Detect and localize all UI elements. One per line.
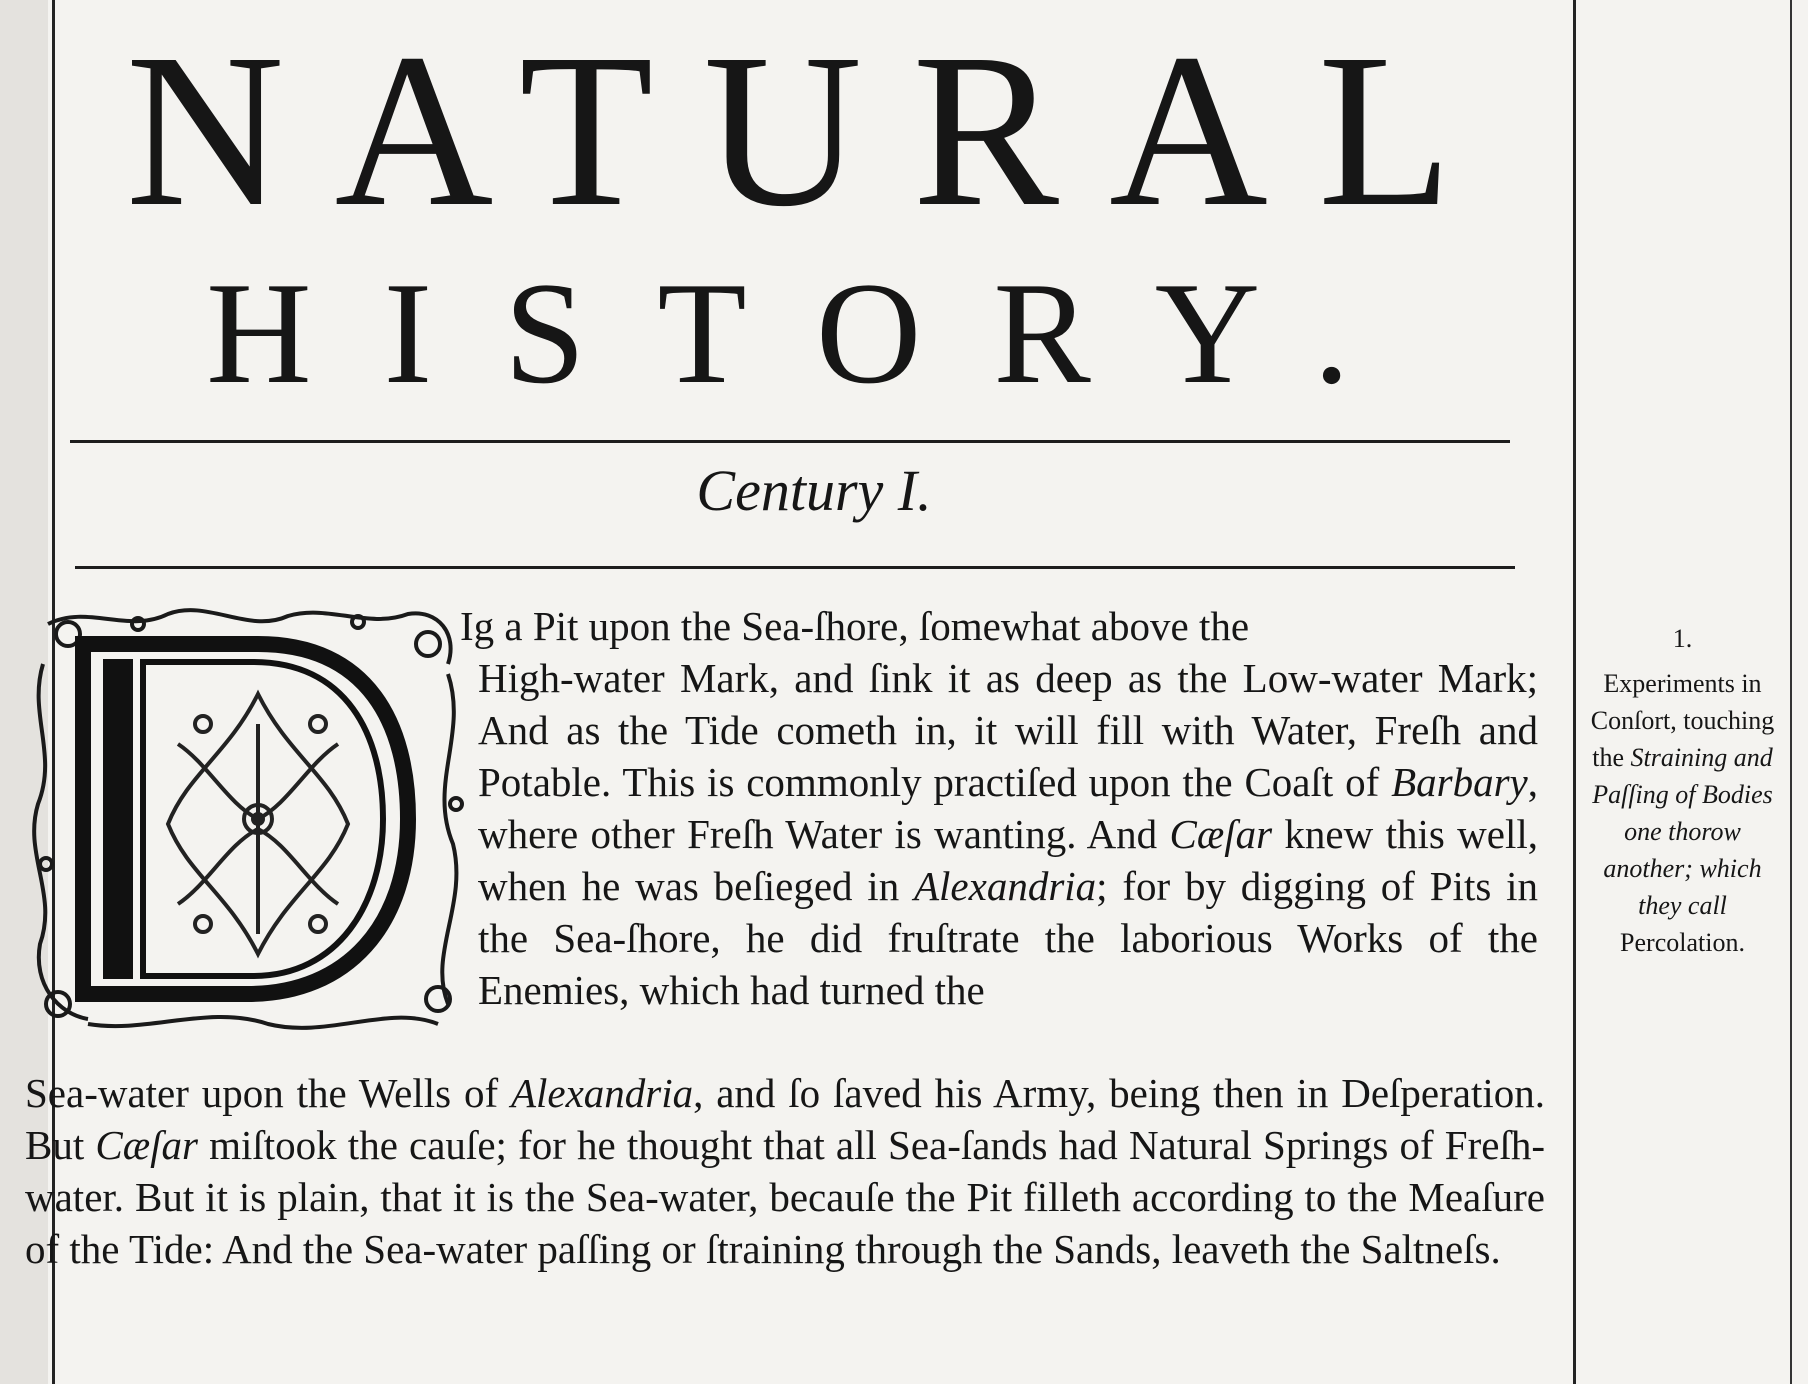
place-alexandria-2: Alexandria: [510, 1070, 694, 1116]
paragraph-1-text-a: High-water Mark, and ſink it as deep as the Low-water Mark; And as the Tide cometh in, it will fill with Water, Freſh and Potable. This is commonly practiſed upon the Coaſt of: [478, 655, 1538, 805]
marginal-note-text-a: Experiments in Conſort, touching the: [1590, 669, 1775, 772]
paragraph-1-continued: [25, 1067, 1545, 1275]
name-caesar-1: Cæſar: [1169, 811, 1273, 857]
dropcap-letter-text: D: [28, 604, 29, 605]
paragraph-1-text-d: ; for by digging of Pits in the Sea-ſhore, he did fruſtrate the laborious Works of the Enemies, which had turned the: [478, 863, 1538, 1013]
title-history: HISTORY.: [206, 252, 1422, 414]
rule-above-century: [70, 440, 1510, 443]
marginal-note-text-b: Percolation.: [1620, 928, 1745, 957]
page-edge-rule: [1790, 0, 1792, 1384]
place-alexandria-1: Alexandria: [913, 863, 1097, 909]
paragraph-2-text-b: , and ſo ſaved his Army, being then in Deſperation. But: [25, 1070, 1545, 1168]
paragraph-2-text-c: miſtook the cauſe; for he thought that all Sea-ſands had Natural Springs of Freſh-water. But it is plain, that it is the Sea-water, becauſe the Pit filleth according to the Meaſure of the Tide: And the Sea-water paſſing or ſtraining through the Sands, leaveth the Saltneſs.: [25, 1122, 1545, 1272]
marginal-note: [1580, 620, 1785, 961]
title-natural: NATURAL: [125, 8, 1503, 252]
name-caesar-2: Cæſar: [95, 1122, 198, 1168]
right-frame-rule: [1573, 0, 1576, 1384]
section-heading: Century I.: [696, 458, 932, 523]
paragraph-1-text-c: knew this well, when he was beſieged in: [478, 811, 1539, 909]
marginal-note-number: 1.: [1672, 624, 1693, 653]
ornamental-dropcap: [28, 604, 468, 1034]
marginal-note-italic: Straining and Paſſing of Bodies one thorow another; which they call: [1592, 743, 1773, 920]
paragraph-1-text-b: , where other Freſh Water is wanting. And: [478, 759, 1538, 857]
paragraph-2-text-a: Sea-water upon the Wells of: [25, 1070, 511, 1116]
place-barbary: Barbary: [1391, 759, 1528, 805]
rule-below-century: [75, 566, 1515, 569]
paragraph-1-first-line: Ig a Pit upon the Sea-ſhore, ſomewhat above the: [460, 603, 1250, 649]
paragraph-1: [460, 600, 1539, 1016]
